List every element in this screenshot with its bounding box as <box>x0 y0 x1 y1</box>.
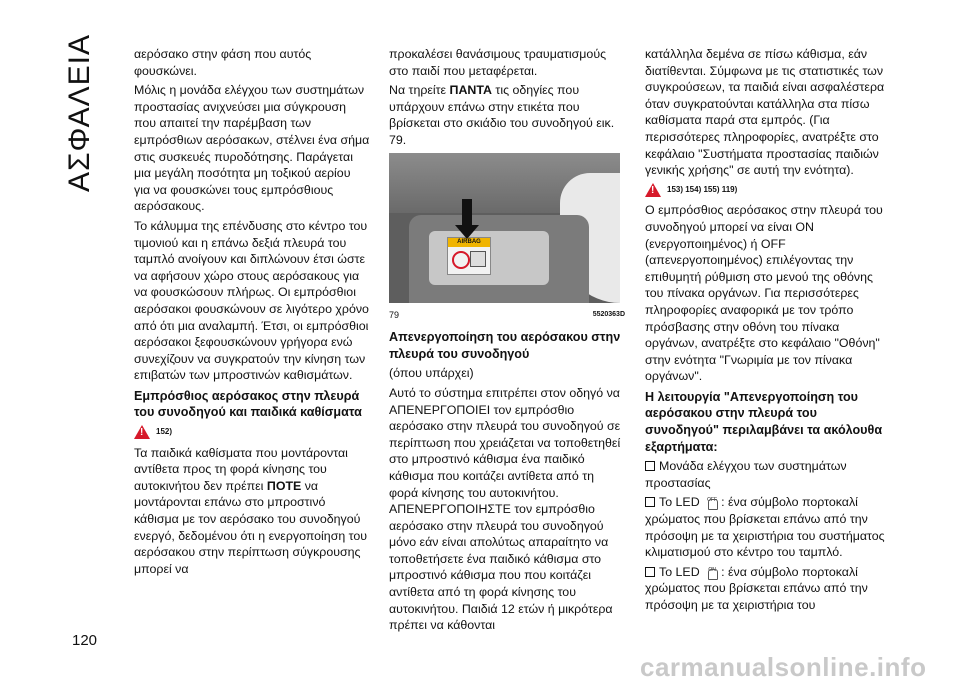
col1-p4-text-b: να μοντάρονται επάνω στο μπροστινό κάθισμα με τον αερόσακο του συνοδηγού ενεργό, δεδομένου ότι η ενεργοποίηση του αερόσακου στην περίπτωση σύγκρουσης μπορεί να <box>134 478 368 576</box>
col1-p4-text-a: Τα παιδικά καθίσματα που μοντάρονται αντίθετα προς τη φορά κίνησης του αυτοκινήτου δεν πρέπει <box>134 445 348 493</box>
led-on-symbol <box>708 569 718 580</box>
col3-list-item-1 <box>645 458 885 491</box>
column-1 <box>134 46 370 580</box>
col2-paragraph-2 <box>389 82 625 148</box>
airbag-label-text: AIRBAG <box>448 238 490 247</box>
col2-p2-text-b: τις οδηγίες που υπάρχουν επάνω στην ετικέτα που βρίσκεται στο σκιάδιο του συνοδηγού εικ. 79. <box>389 83 615 147</box>
col2-paragraph-3: (όπου υπάρχει) <box>389 366 474 381</box>
col1-heading: Εμπρόσθιος αερόσακος στην πλευρά του συνοδηγού και παιδικά καθίσματα <box>134 388 362 420</box>
col3-paragraph-1: κατάλληλα δεμένα σε πίσω κάθισμα, εάν διατίθενται. Σύμφωνα με τις στατιστικές των συγκρούσεων, τα παιδιά είναι ασφαλέστερα όταν συγκρατούνται κατάλληλα στα πίσω καθίσματα παρά στα εμπρός. (Για περισσότερες πληροφορίες, ανατρέξτε στο κεφάλαιο "Συστήματα προστασίας παιδιών γενικής χρήσης" σε αυτή την ενότητα). <box>645 47 885 178</box>
figure-caption <box>389 307 625 324</box>
col3-li2-text-a: Το LED <box>659 495 700 510</box>
col3-list-item-2 <box>645 494 885 560</box>
led-off-text: OFF <box>707 497 718 504</box>
watermark: carmanualsonline.info <box>640 652 927 682</box>
checkbox-icon <box>645 461 655 471</box>
figure-code: 5520363D <box>592 310 625 318</box>
column-3 <box>645 46 885 617</box>
col1-paragraph-3: Το κάλυμμα της επένδυσης στο κέντρο του τιμονιού και η επάνω δεξιά πλευρά του ταμπλό ανοίγουν και διπλώνουν έτσι ώστε να αφήσουν χώρο στους αερόσακους για να φουσκώσουν πλήρως. Οι εμπρόσθιοι αερόσακοι φουσκώνουν σε λιγότερο χρόνο από ότι μια αναλαμπή. Έτσι, οι εμπρόσθιοι αερόσακοι ξεφουσκώνουν γρήγορα ενώ συνεχίζουν να συγκρατούν την κίνηση των επιβατών των μπροστινών καθισμάτων. <box>134 218 369 383</box>
column-2 <box>389 46 625 637</box>
col1-warning-refs <box>134 424 370 441</box>
figure-79-photo <box>389 153 620 303</box>
page-number: 120 <box>72 632 98 649</box>
pointer-arrow-head-icon <box>455 225 479 239</box>
col1-paragraph-2: Μόλις η μονάδα ελέγχου των συστημάτων προστασίας ανιχνεύσει μια σύγκρουση που απαιτεί την παρέμβαση των εμπρόσθιων αερόσακων, στέλνει ένα σήμα στις συσκευές πυροδότησης. Παράγεται μια μεγάλη ποσότητα μη τοξικού αερίου για να φουσκώνει τους εμπρόσθιους αερόσακους. <box>134 83 370 214</box>
col2-paragraph-1: προκαλέσει θανάσιμους τραυματισμούς στο παιδί που μεταφέρεται. <box>389 47 607 78</box>
airbag-label <box>447 237 491 275</box>
section-tab <box>58 28 102 198</box>
col1-p4-bold: ΠΟΤΕ <box>266 478 302 493</box>
checkbox-icon <box>645 567 655 577</box>
col2-p2-bold: ΠΑΝΤΑ <box>449 83 492 98</box>
no-child-seat-icon <box>452 251 470 269</box>
col3-li1-text: Μονάδα ελέγχου των συστημάτων προστασίας <box>645 459 847 490</box>
warning-icon <box>134 425 150 439</box>
section-title: ΑΣΦΑΛΕΙΑ <box>63 33 96 193</box>
col3-li3-text-a: Το LED <box>659 564 700 579</box>
col3-li2-text-b: : ένα σύμβολο πορτοκαλί χρώματος που βρίσκεται επάνω από την πρόσοψη με τα χειριστήρια του συστήματος κλιματισμού στο κέντρο του ταμπλό. <box>645 495 885 560</box>
col1-paragraph-1: αερόσακο στην φάση που αυτός φουσκώνει. <box>134 47 312 78</box>
manual-icon <box>470 251 486 267</box>
led-off-symbol <box>708 499 718 510</box>
col3-paragraph-2: Ο εμπρόσθιος αερόσακος στην πλευρά του συνοδηγού μπορεί να είναι ΟΝ (ενεργοποιημένος) ή OFF (απενεργοποιημένος) επιλέγοντας την επιθυμητή ρύθμιση στο μενού της οθόνης του πίνακα οργάνων. Για περισσότερες πληροφορίες αναφορικά με τον τρόπο πρόσβασης στην οθόνη του πίνακα οργάνων, ανατρέξτε στο κεφάλαιο "Οθόνη" στην ενότητα "Γνωριμία με τον πίνακα οργάνων". <box>645 203 883 384</box>
airbag-off-led-icon <box>705 495 719 509</box>
airbag-on-led-icon <box>705 565 719 579</box>
col1-paragraph-4 <box>134 445 370 578</box>
col3-li3-text-b: : ένα σύμβολο πορτοκαλί χρώματος που βρίσκεται επάνω από την πρόσοψη με τα χειριστήρια του <box>645 564 868 612</box>
led-on-text: ON <box>708 566 716 573</box>
col2-p2-text-a: Να τηρείτε <box>389 83 450 98</box>
col2-heading: Απενεργοποίηση του αερόσακου στην πλευρά του συνοδηγού <box>389 330 621 361</box>
warning-ref-list: 153) 154) 155) 119) <box>667 184 738 194</box>
checkbox-icon <box>645 497 655 507</box>
figure-number: 79 <box>389 309 400 320</box>
pointer-arrow-icon <box>462 199 472 227</box>
col3-warning-refs <box>645 182 885 199</box>
col2-paragraph-4: Αυτό το σύστημα επιτρέπει στον οδηγό να ΑΠΕΝΕΡΓΟΠΟΙΕΙ τον εμπρόσθιο αερόσακο στην πλευρά του συνοδηγού σε περίπτωση που χρειάζεται να τοποθετηθεί στο μπροστινό κάθισμα ένα παιδικό κάθισμα που κοιτάζει αντίθετα από τη φορά κίνησης του αυτοκινήτου. ΑΠΕΝΕΡΓΟΠΟΙΗΣΤΕ τον εμπρόσθιο αερόσακο στην πλευρά του συνοδηγού μόνο εάν είναι απολύτως απαραίτητο να τοποθετήσετε ένα παιδικό κάθισμα στο μπροστινό κάθισμα που που κοιτάζει αντίθετα από τη φορά κίνησης του αυτοκινήτου. Παιδιά 12 ετών ή μικρότερα πρέπει να κάθονται <box>389 385 621 633</box>
warning-ref-list: 152) <box>156 427 173 437</box>
col3-heading: Η λειτουργία "Απενεργοποίηση του αερόσακου στην πλευρά του συνοδηγού" περιλαμβάνει τα ακόλουθα εξαρτήματα: <box>645 389 883 454</box>
warning-icon <box>645 183 661 197</box>
col3-list-item-3 <box>645 564 885 614</box>
